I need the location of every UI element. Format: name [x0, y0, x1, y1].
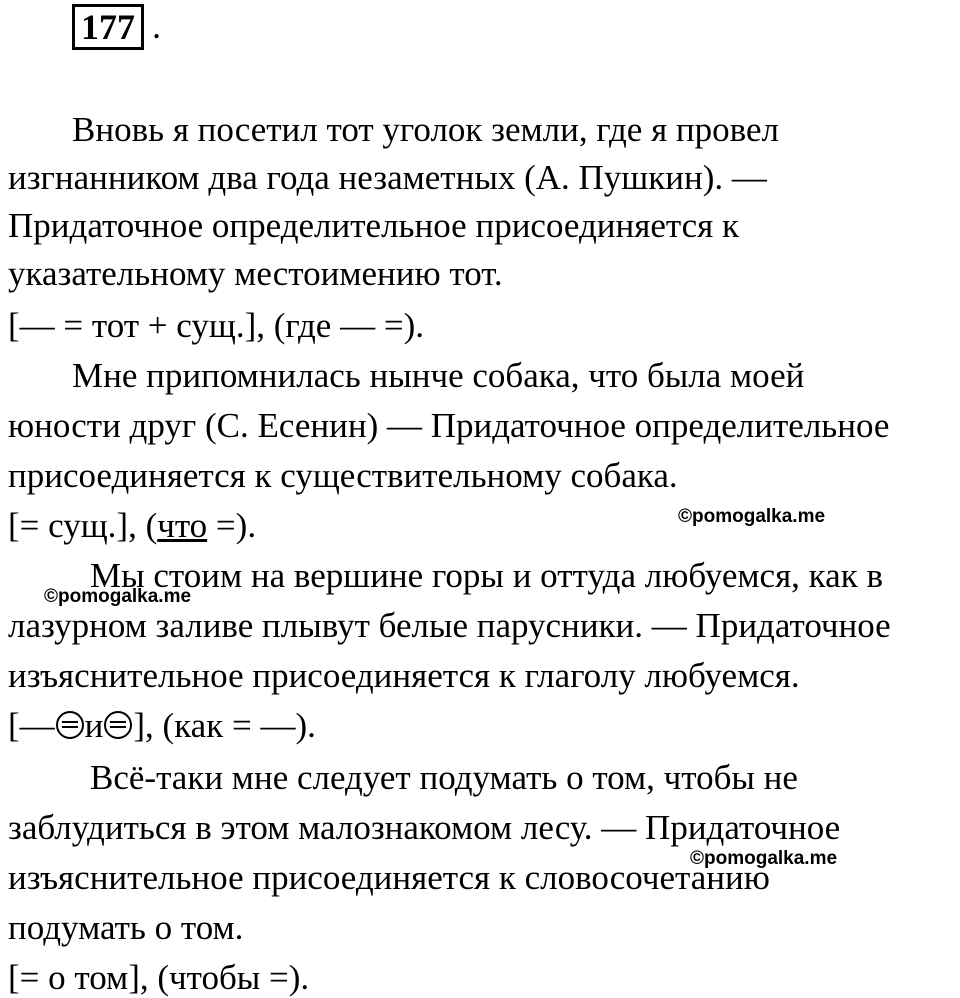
predicate-circle-icon [56, 711, 84, 739]
task-number: 177 [72, 4, 144, 50]
scheme-2-conjunction: что [157, 506, 208, 545]
text-line-2: изгнанником два года незаметных (А. Пушкин). — [8, 158, 767, 197]
scheme-line-2 [8, 506, 256, 546]
text-line-10: Мы стоим на вершине горы и оттуда любуемся, как в [90, 556, 883, 595]
text-line-15: заблудиться в этом малознакомом лесу. — Придаточное [8, 808, 841, 847]
text-line-12: изъяснительное присоединяется к глаголу любуемся. [8, 656, 800, 695]
text-line-6: Мне припомнилась нынче собака, что была моей [72, 356, 805, 395]
scheme-3-and: и [84, 706, 104, 745]
task-number-dot: . [152, 6, 161, 46]
text-line-16: изъяснительное присоединяется к словосочетанию [8, 858, 770, 897]
predicate-circle-icon [104, 711, 132, 739]
watermark: ©pomogalka.me [690, 848, 838, 869]
text-line-4: указательному местоимению тот. [8, 254, 503, 293]
scheme-line-4: [= о том], (чтобы =). [8, 958, 310, 997]
scheme-3-start: [— [8, 706, 55, 745]
scheme-line-1: [— = тот + сущ.], (где — =). [8, 306, 424, 345]
text-line-8: присоединяется к существительному собака. [8, 456, 678, 495]
text-line-17: подумать о том. [8, 908, 244, 947]
text-line-7: юности друг (С. Есенин) — Придаточное определительное [8, 406, 890, 445]
scheme-3-end: ], (как = —). [133, 706, 316, 745]
scheme-2-start: [= сущ.], ( [8, 506, 158, 545]
scheme-2-end: =). [207, 506, 257, 545]
scheme-line-3 [8, 706, 316, 746]
text-line-14: Всё-таки мне следует подумать о том, чтобы не [90, 758, 798, 797]
watermark: ©pomogalka.me [44, 586, 192, 607]
text-line-1: Вновь я посетил тот уголок земли, где я провел [72, 110, 779, 149]
text-line-11: лазурном заливе плывут белые парусники. — Придаточное [8, 606, 891, 645]
watermark: ©pomogalka.me [678, 506, 826, 527]
text-line-3: Придаточное определительное присоединяется к [8, 206, 739, 245]
